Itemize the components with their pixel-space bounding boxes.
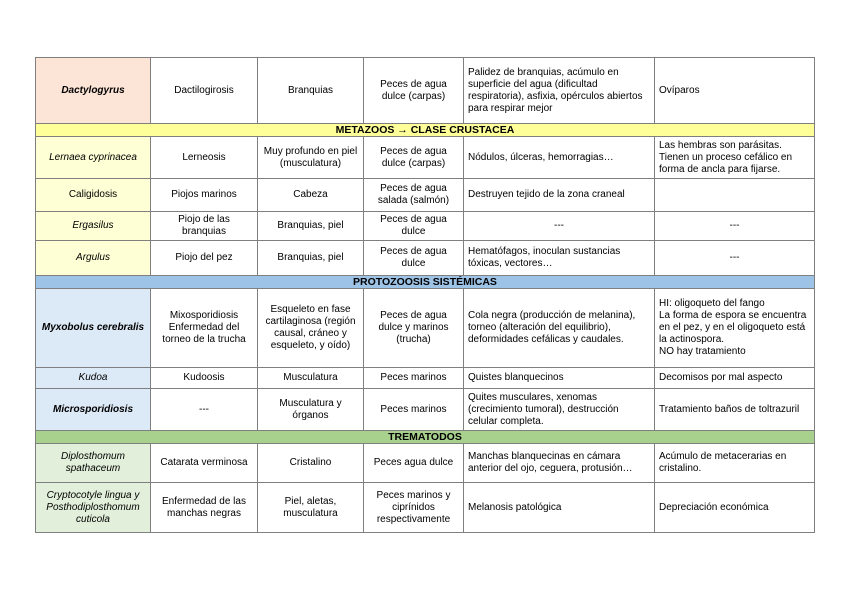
host-cell: Peces de agua dulce (carpas) [364, 58, 464, 124]
section-header: METAZOOS → CLASE CRUSTACEA [36, 124, 815, 137]
notes-cell: HI: oligoqueto del fango La forma de espora se encuentra en el pez, y en el oligoqueto está la actinospora. NO hay tratamiento [655, 289, 815, 368]
notes-cell: Acúmulo de metacerarias en cristalino. [655, 444, 815, 483]
table-row [36, 241, 815, 276]
parasite-name-cell: Ergasilus [36, 212, 151, 241]
host-cell: Peces de agua dulce [364, 212, 464, 241]
section-header-row [36, 431, 815, 444]
section-header-row [36, 276, 815, 289]
disease-cell: Mixosporidiosis Enfermedad del torneo de la trucha [151, 289, 258, 368]
location-cell: Muy profundo en piel (musculatura) [258, 137, 364, 179]
parasite-name-cell: Kudoa [36, 368, 151, 389]
section-header: TREMATODOS [36, 431, 815, 444]
host-cell: Peces de agua dulce [364, 241, 464, 276]
signs-cell: Quites musculares, xenomas (crecimiento tumoral), destrucción celular completa. [464, 389, 655, 431]
disease-cell: Kudoosis [151, 368, 258, 389]
signs-cell: Manchas blanquecinas en cámara anterior del ojo, ceguera, protusión… [464, 444, 655, 483]
notes-cell: --- [655, 212, 815, 241]
disease-cell: Piojo de las branquias [151, 212, 258, 241]
notes-cell: Tratamiento baños de toltrazuril [655, 389, 815, 431]
signs-cell: Destruyen tejido de la zona craneal [464, 179, 655, 212]
disease-cell: Catarata verminosa [151, 444, 258, 483]
notes-cell: Depreciación económica [655, 483, 815, 533]
signs-cell: --- [464, 212, 655, 241]
host-cell: Peces de agua salada (salmón) [364, 179, 464, 212]
disease-cell: Lerneosis [151, 137, 258, 179]
notes-cell: Las hembras son parásitas. Tienen un proceso cefálico en forma de ancla para fijarse. [655, 137, 815, 179]
table-row [36, 483, 815, 533]
signs-cell: Hematófagos, inoculan sustancias tóxicas, vectores… [464, 241, 655, 276]
parasite-name-cell: Lernaea cyprinacea [36, 137, 151, 179]
location-cell: Cabeza [258, 179, 364, 212]
disease-cell: --- [151, 389, 258, 431]
notes-cell [655, 179, 815, 212]
signs-cell: Nódulos, úlceras, hemorragias… [464, 137, 655, 179]
section-header: PROTOZOOSIS SISTÉMICAS [36, 276, 815, 289]
host-cell: Peces marinos y ciprínidos respectivamente [364, 483, 464, 533]
signs-cell: Quistes blanquecinos [464, 368, 655, 389]
table-row [36, 368, 815, 389]
table-row [36, 212, 815, 241]
table-row [36, 444, 815, 483]
table-row [36, 289, 815, 368]
notes-cell: Ovíparos [655, 58, 815, 124]
signs-cell: Cola negra (producción de melanina), torneo (alteración del equilibrio), deformidades cefálicas y caudales. [464, 289, 655, 368]
parasite-name-cell: Diplosthomum spathaceum [36, 444, 151, 483]
table-row [36, 58, 815, 124]
location-cell: Branquias [258, 58, 364, 124]
location-cell: Cristalino [258, 444, 364, 483]
disease-cell: Enfermedad de las manchas negras [151, 483, 258, 533]
table-body [36, 58, 815, 533]
parasite-name-cell: Dactylogyrus [36, 58, 151, 124]
location-cell: Branquias, piel [258, 241, 364, 276]
signs-cell: Palidez de branquias, acúmulo en superficie del agua (dificultad respiratoria), asfixia, opérculos abiertos para respirar mejor [464, 58, 655, 124]
parasite-name-cell: Microsporidiosis [36, 389, 151, 431]
parasite-name-cell: Cryptocotyle lingua y Posthodiplosthomum cuticola [36, 483, 151, 533]
host-cell: Peces de agua dulce y marinos (trucha) [364, 289, 464, 368]
host-cell: Peces marinos [364, 368, 464, 389]
table-row [36, 179, 815, 212]
signs-cell: Melanosis patológica [464, 483, 655, 533]
location-cell: Esqueleto en fase cartilaginosa (región causal, cráneo y esqueleto, y oído) [258, 289, 364, 368]
disease-cell: Piojo del pez [151, 241, 258, 276]
parasite-table [35, 57, 815, 533]
parasite-name-cell: Argulus [36, 241, 151, 276]
notes-cell: Decomisos por mal aspecto [655, 368, 815, 389]
host-cell: Peces de agua dulce (carpas) [364, 137, 464, 179]
parasite-name-cell: Myxobolus cerebralis [36, 289, 151, 368]
table-row [36, 389, 815, 431]
host-cell: Peces agua dulce [364, 444, 464, 483]
location-cell: Piel, aletas, musculatura [258, 483, 364, 533]
disease-cell: Piojos marinos [151, 179, 258, 212]
parasite-name-cell: Caligidosis [36, 179, 151, 212]
table-row [36, 137, 815, 179]
section-header-row [36, 124, 815, 137]
location-cell: Branquias, piel [258, 212, 364, 241]
host-cell: Peces marinos [364, 389, 464, 431]
location-cell: Musculatura y órganos [258, 389, 364, 431]
notes-cell: --- [655, 241, 815, 276]
disease-cell: Dactilogirosis [151, 58, 258, 124]
location-cell: Musculatura [258, 368, 364, 389]
